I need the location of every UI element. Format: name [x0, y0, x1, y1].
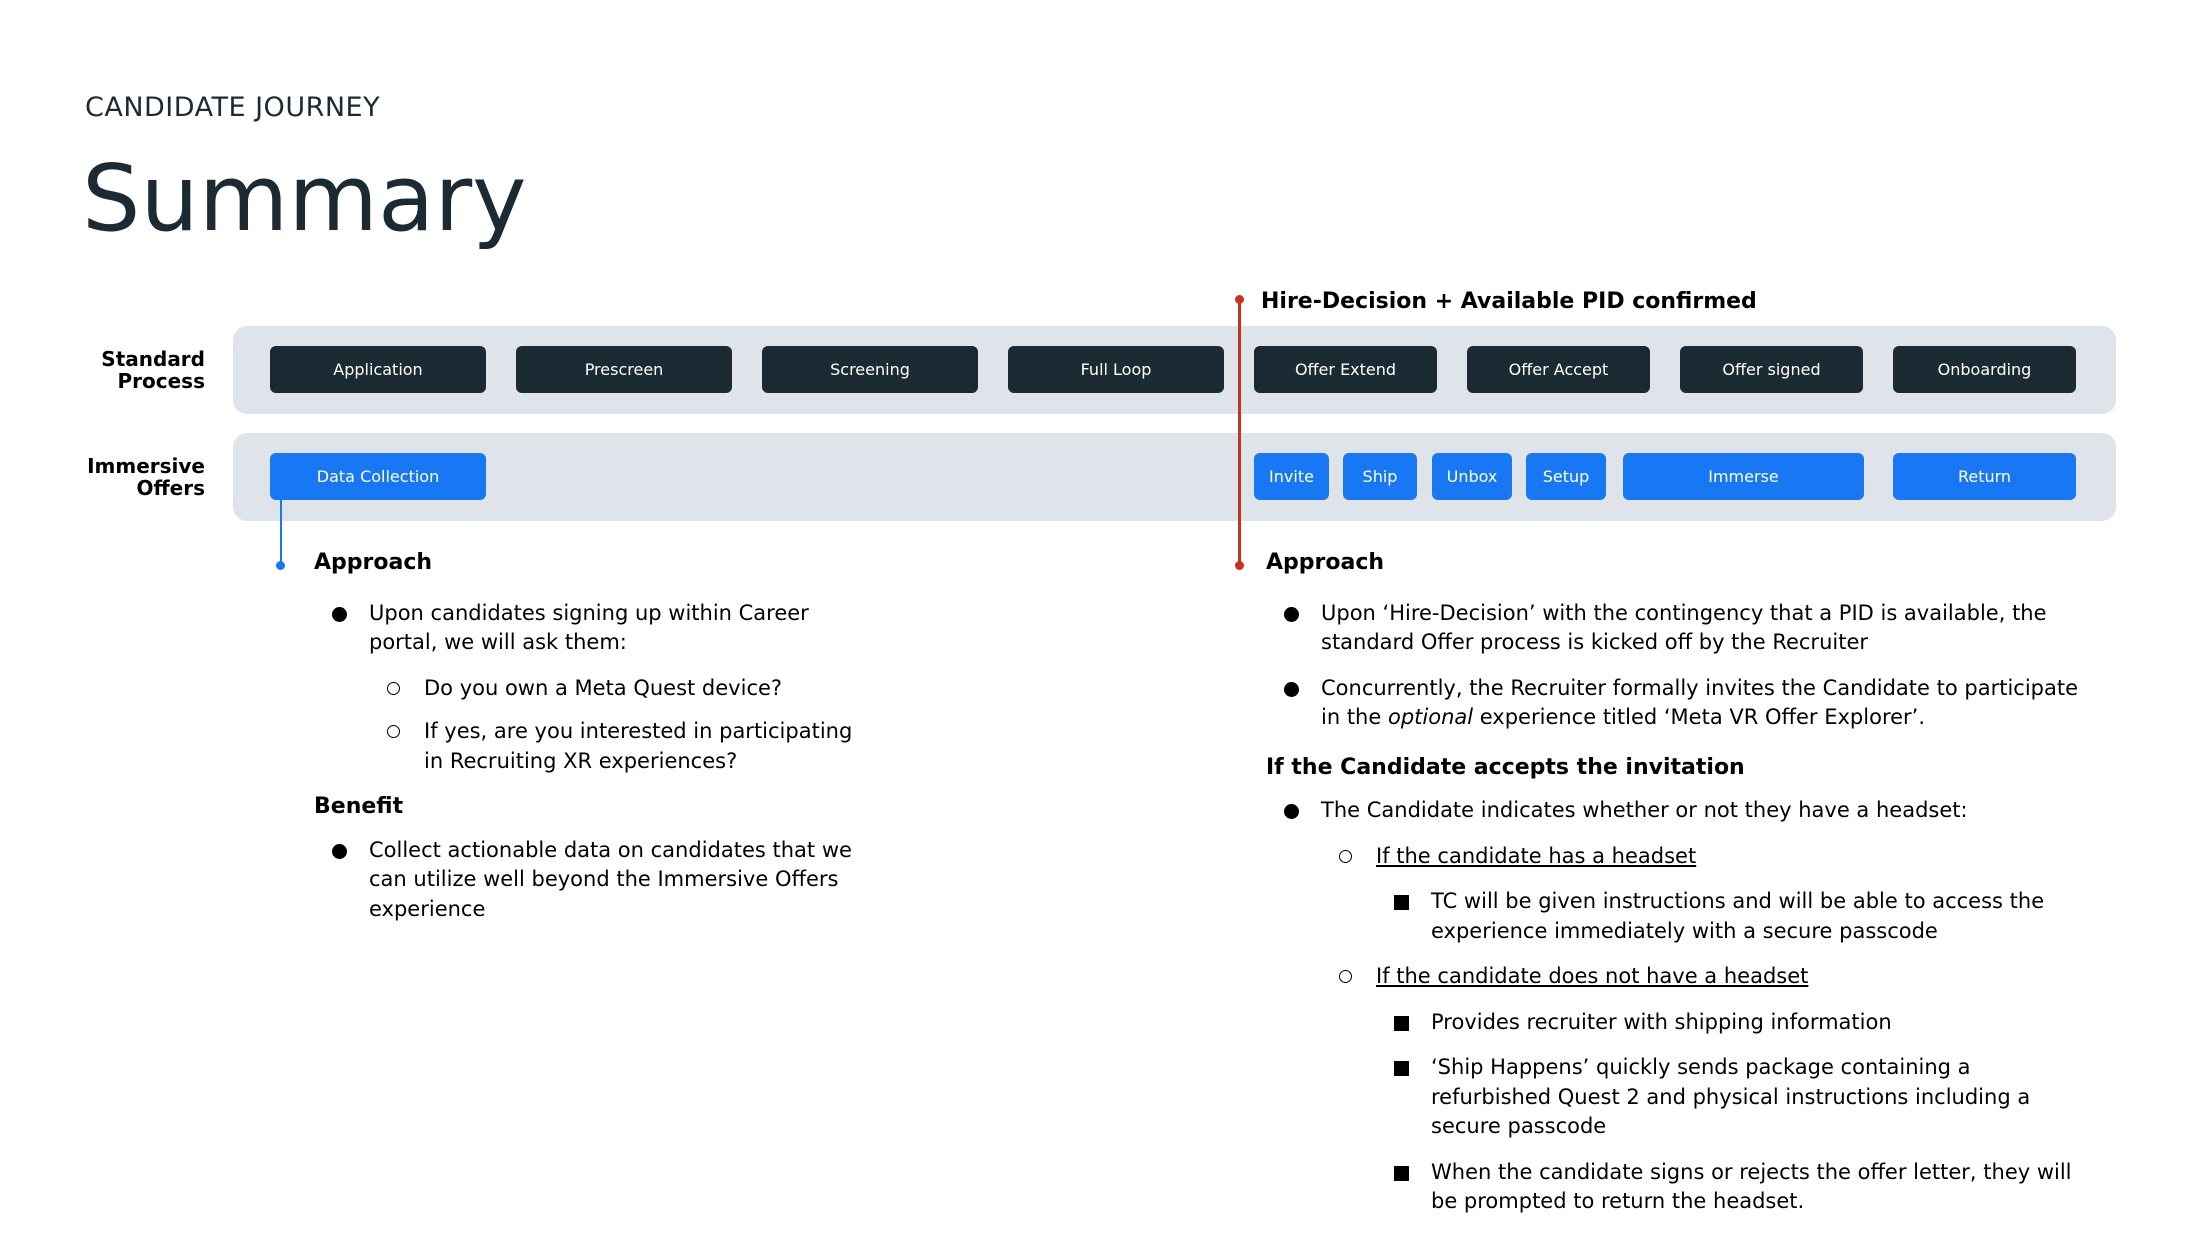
- step-screening: Screening: [762, 346, 978, 393]
- bullet-square-icon: [1394, 1166, 1409, 1181]
- no-headset-label: If the candidate does not have a headset: [1376, 964, 1809, 988]
- row-label-standard-line1: Standard: [101, 347, 205, 371]
- bullet2-text-before: Concurrently, the Recruiter formally invites the Candidate to participate in the: [1321, 675, 2079, 729]
- step-full-loop: Full Loop: [1008, 346, 1224, 393]
- no-headset-subitem: [1266, 1053, 2096, 1142]
- bullet-dot-icon: [332, 844, 347, 859]
- left-question-item: [314, 717, 874, 776]
- has-headset-item: [1266, 842, 2096, 872]
- step-offer-extend: Offer Extend: [1254, 346, 1437, 393]
- bullet-square-icon: [1394, 895, 1409, 910]
- bullet-circle-icon: [387, 725, 400, 738]
- step-invite: Invite: [1254, 453, 1329, 500]
- right-approach-bullet-text: Upon ‘Hire-Decision’ with the contingency that a PID is available, the standard Offer process is kicked off by the Recruiter: [1321, 600, 2047, 654]
- step-ship: Ship: [1343, 453, 1417, 500]
- data-collection-marker-dot: [276, 561, 285, 570]
- row-label-standard: [0, 348, 205, 392]
- left-approach-bullet-text: Upon candidates signing up within Career portal, we will ask them:: [369, 600, 809, 654]
- bullet2-text-after: experience titled ‘Meta VR Offer Explorer’.: [1473, 705, 1926, 729]
- step-data-collection: Data Collection: [270, 453, 486, 500]
- hire-decision-marker-top-dot: [1235, 295, 1244, 304]
- has-headset-label: If the candidate has a headset: [1376, 843, 1697, 868]
- step-setup: Setup: [1526, 453, 1606, 500]
- left-question-text: If yes, are you interested in participating in Recruiting XR experiences?: [424, 719, 853, 773]
- no-headset-subitem-text: Provides recruiter with shipping information: [1431, 1009, 1892, 1034]
- bullet-dot-icon: [1284, 607, 1299, 622]
- row-label-immersive: [0, 455, 205, 499]
- no-headset-subitem: [1266, 1158, 2096, 1217]
- bullet-circle-icon: [387, 682, 400, 695]
- hire-decision-marker-bottom-dot: [1235, 561, 1244, 570]
- bullet-dot-icon: [332, 607, 347, 622]
- hire-decision-marker-line: [1238, 300, 1241, 566]
- left-benefit-bullet: [314, 836, 874, 925]
- bullet-circle-icon: [1339, 850, 1352, 863]
- row-label-standard-line2: Process: [117, 369, 205, 393]
- accepts-bullet: [1266, 796, 2096, 826]
- right-column: [1266, 548, 2096, 1217]
- left-benefit-bullet-text: Collect actionable data on candidates that we can utilize well beyond the Immersive Offers experience: [369, 837, 852, 921]
- no-headset-subitem-text: When the candidate signs or rejects the offer letter, they will be prompted to return the headset.: [1431, 1159, 2072, 1213]
- step-return: Return: [1893, 453, 2076, 500]
- data-collection-marker-line: [280, 500, 282, 566]
- right-approach-bullet: [1266, 674, 2096, 733]
- section-eyebrow: CANDIDATE JOURNEY: [85, 92, 381, 123]
- left-approach-bullet: [314, 599, 874, 658]
- step-onboarding: Onboarding: [1893, 346, 2076, 393]
- left-benefit-heading: Benefit: [314, 794, 404, 819]
- left-approach-list: [314, 599, 874, 777]
- milestone-label: Hire-Decision + Available PID confirmed: [1261, 289, 1757, 314]
- bullet-dot-icon: [1284, 682, 1299, 697]
- left-question-text: Do you own a Meta Quest device?: [424, 675, 783, 700]
- bullet-square-icon: [1394, 1016, 1409, 1031]
- bullet-circle-icon: [1339, 970, 1352, 983]
- step-unbox: Unbox: [1432, 453, 1512, 500]
- step-offer-accept: Offer Accept: [1467, 346, 1650, 393]
- no-headset-subitem-text: ‘Ship Happens’ quickly sends package containing a refurbished Quest 2 and physical instructions including a secure passcode: [1431, 1055, 2031, 1138]
- left-benefit-list: [314, 836, 874, 925]
- step-application: Application: [270, 346, 486, 393]
- accepts-heading: If the Candidate accepts the invitation: [1266, 754, 1745, 780]
- right-approach-bullet: [1266, 599, 2096, 658]
- left-column: [314, 548, 874, 924]
- has-headset-subitem-text: TC will be given instructions and will be able to access the experience immediately with a secure passcode: [1431, 889, 2045, 943]
- step-offer-signed: Offer signed: [1680, 346, 1863, 393]
- right-approach-bullet-text: [1321, 676, 2078, 730]
- step-immerse: Immerse: [1623, 453, 1864, 500]
- right-approach-heading: Approach: [1266, 550, 1385, 575]
- left-question-item: [314, 674, 874, 704]
- accepts-bullet-text: The Candidate indicates whether or not they have a headset:: [1321, 798, 1968, 822]
- accepts-list: [1266, 796, 2096, 1217]
- bullet-dot-icon: [1284, 804, 1299, 819]
- bullet-square-icon: [1394, 1061, 1409, 1076]
- bullet2-text-italic: optional: [1387, 705, 1474, 729]
- left-approach-heading: Approach: [314, 550, 433, 575]
- page-title: Summary: [82, 145, 527, 252]
- row-label-immersive-line2: Offers: [136, 476, 205, 500]
- no-headset-item: [1266, 962, 2096, 992]
- row-label-immersive-line1: Immersive: [87, 454, 205, 478]
- right-approach-list: [1266, 599, 2096, 733]
- step-prescreen: Prescreen: [516, 346, 732, 393]
- no-headset-subitem: [1266, 1008, 2096, 1038]
- has-headset-subitem: [1266, 887, 2096, 946]
